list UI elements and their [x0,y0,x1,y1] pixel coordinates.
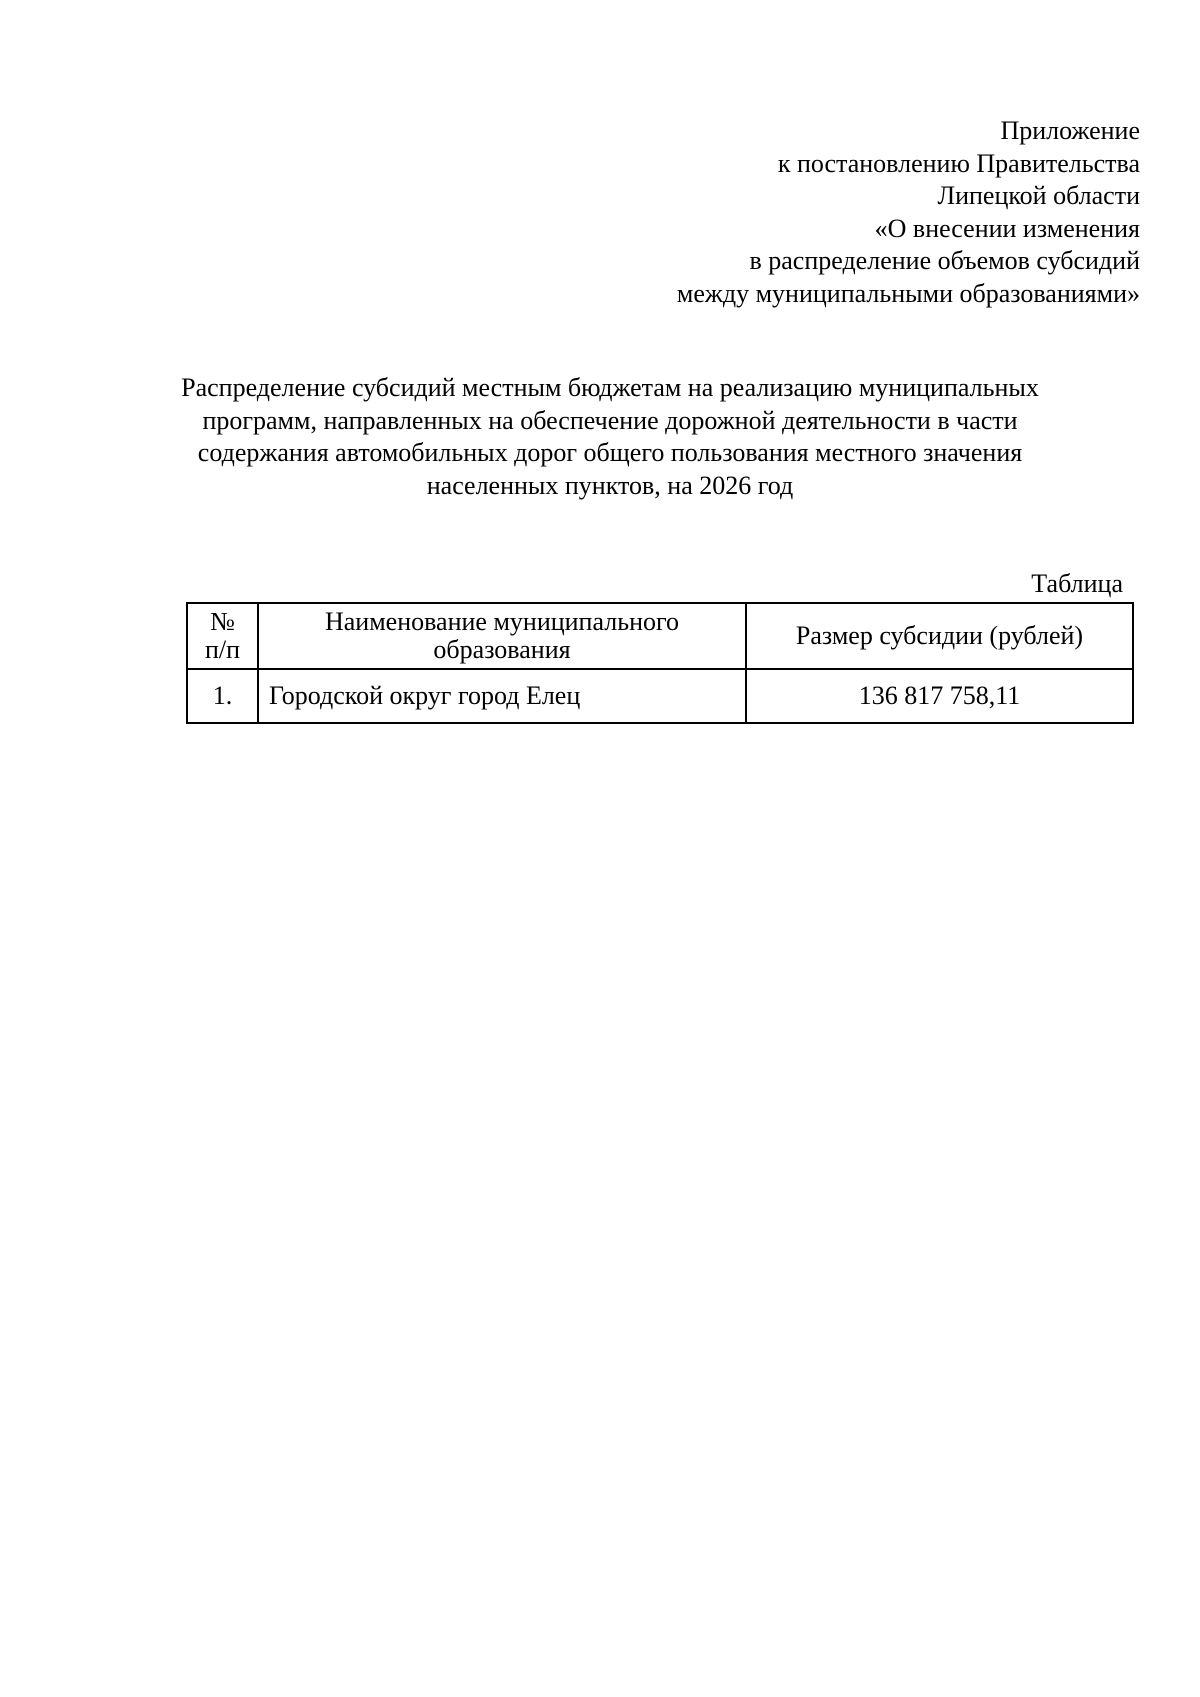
appendix-line: к постановлению Правительства [777,148,1140,178]
row-municipality-name: Городской округ город Елец [258,669,746,723]
title-line: содержания автомобильных дорог общего пользования местного значения [197,438,1023,467]
table-label: Таблица [1031,569,1123,598]
table-row [187,669,1133,723]
subsidy-table [186,602,1134,724]
header-municipality-name [258,603,746,669]
title-line: программ, направленных на обеспечение дорожной деятельности в части [202,405,1018,435]
header-subsidy-amount: Размер субсидии (рублей) [746,603,1133,669]
appendix-header [440,115,1140,310]
title-line: Распределение субсидий местным бюджетам на реализацию муниципальных [181,373,1039,402]
row-subsidy-amount: 136 817 758,11 [746,669,1133,723]
title-line: населенных пунктов, на 2026 год [426,470,794,500]
document-title [150,372,1070,502]
appendix-line: между муниципальными образованиями» [676,278,1140,308]
appendix-line: Приложение [1000,116,1140,145]
header-name-line: образования [433,635,571,664]
appendix-line: «О внесении изменения [874,213,1140,243]
row-number: 1. [187,669,258,723]
table-header-row [187,603,1133,669]
header-name-line: Наименование муниципального [324,607,680,636]
header-number-line: п/п [204,635,241,664]
header-number [187,603,258,669]
header-number-line: № [210,607,235,636]
appendix-line: Липецкой области [937,181,1140,210]
appendix-line: в распределение объемов субсидий [749,246,1140,275]
